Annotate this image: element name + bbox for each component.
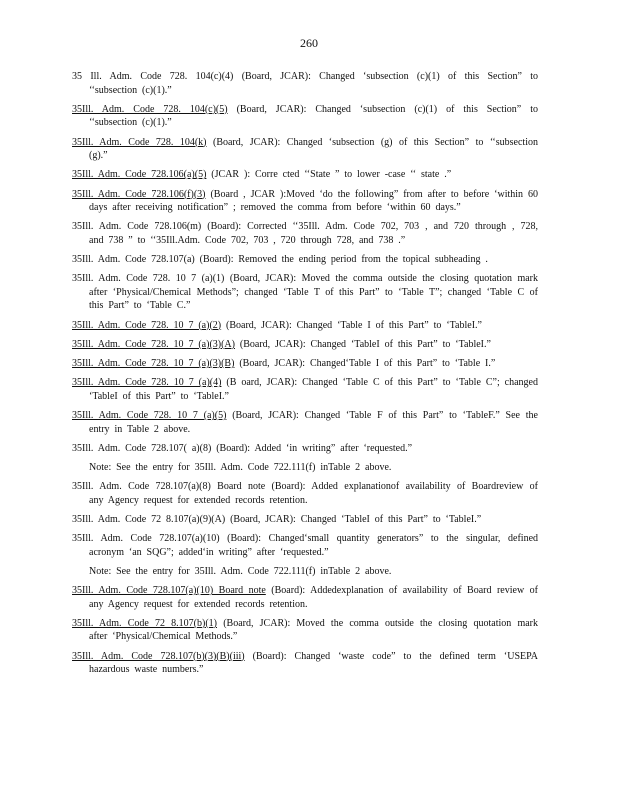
change-description: (Board, JCAR): Changed ‘Table I of this Part” to ‘TableI.”	[221, 319, 482, 331]
amendment-entry	[72, 103, 538, 130]
amendment-entry	[72, 650, 538, 677]
code-citation: 35Ill. Adm. Code 728.106(a)(5)	[72, 169, 207, 181]
amendment-entry	[72, 480, 538, 507]
change-description: (Board, JCAR): Changed ‘TableI of this Part” to ‘TableI.”	[234, 338, 491, 350]
amendment-entry	[72, 357, 538, 371]
code-citation: 35Ill. Adm. Code 728. 10 7 (a)(4)	[72, 377, 222, 389]
amendment-entry	[72, 70, 538, 97]
code-citation: 35Ill. Adm. Code 728. 10 7 (a)(5)	[72, 410, 227, 421]
code-citation: 35Ill. Adm. Code 72 8.107(a)(9)(A)	[72, 513, 226, 525]
code-citation: 35Ill. Adm. Code 728.107( a)(8)	[72, 442, 212, 454]
change-description: (Board): Changed ‘waste code” to the defined term ‘USEPA hazardous waste numbers.”	[89, 650, 538, 676]
amendment-entry	[72, 513, 538, 527]
amendment-entry	[72, 409, 538, 436]
amendment-entry	[72, 376, 538, 403]
code-citation: 35Ill. Adm. Code 728.107(a)(10)	[72, 533, 220, 545]
change-description: (B oard, JCAR): Changed ‘Table C of this Part” to ‘Table C”; changed ‘TableI of this Part” to ‘TableI.”	[89, 377, 538, 402]
code-citation: 35Ill. Adm. Code 728. 10 7 (a)(3)(A)	[72, 338, 235, 350]
amendment-entry	[72, 188, 538, 215]
code-citation: 35Ill. Adm. Code 728.106(m)	[72, 221, 202, 233]
code-citation: 35Ill. Adm. Code 728.107(a)(8)	[72, 481, 211, 493]
change-description: (Board): Corrected ‘‘35Ill. Adm. Code 702, 703 , and 720 through , 728, and 738 ” to ‘‘35Ill.Adm. Code 702, 703 , 720 through 728, and 738 .”	[89, 221, 538, 246]
code-citation: 35Ill. Adm. Code 728. 10 7 (a)(2)	[72, 319, 222, 331]
change-description: (Board, JCAR): Changed ‘TableI of this Part” to ‘TableI.”	[225, 513, 482, 525]
change-description: (Board): Addedexplanation of availability of Board review of any Agency request for extended records retention.	[89, 585, 538, 610]
note-line: Note: See the entry for 35Ill. Adm. Code 722.111(f) inTable 2 above.	[89, 461, 392, 473]
code-citation: 35Ill. Adm. Code 728. 10 7 (a)(1)	[72, 273, 225, 285]
amendment-entry	[72, 272, 538, 313]
amendment-entry	[72, 617, 538, 644]
code-citation: 35Ill. Adm. Code 72 8.107(b)(1)	[72, 617, 218, 629]
change-description: (Board, JCAR): Changed ‘Table F of this Part” to ‘TableF.” See the entry in Table 2 above.	[89, 410, 538, 435]
code-citation: 35Ill. Adm. Code 728.107(a)(10) Board note	[72, 585, 266, 597]
code-citation: 35 Ill. Adm. Code 728. 104(c)(4)	[72, 71, 234, 82]
amendment-entry	[72, 136, 538, 163]
change-description: (Board): Added ‘in writing” after ‘requested.”	[211, 442, 413, 454]
change-description: (Board, JCAR): Moved the comma outside the closing quotation mark after ‘Physical/Chemical Methods”; changed ‘Table T of this Part” to ‘Table T”; changed ‘Table C of this Part” to ‘Table C.”	[89, 273, 538, 312]
amendment-entry	[72, 338, 538, 352]
change-description: (Board): Removed the ending period from the topical subheading .	[194, 254, 488, 266]
change-description: (Board, JCAR): Changed‘Table I of this Part” to ‘Table I.”	[234, 358, 496, 370]
change-description: (Board): Changed‘small quantity generators” to the singular, defined acronym ‘an SQG”; added‘in writing” after ‘requested.”	[89, 533, 539, 558]
amendment-entry	[72, 584, 538, 611]
amendment-list	[72, 70, 538, 682]
change-description: Board note (Board): Added explanationof availability of Boardreview of any Agency request for extended records retention.	[89, 481, 538, 506]
amendment-entry	[72, 220, 538, 247]
amendment-entry	[72, 319, 538, 333]
code-citation: 35Ill. Adm. Code 728. 104(k)	[72, 136, 207, 148]
note-line: Note: See the entry for 35Ill. Adm. Code 722.111(f) inTable 2 above.	[89, 565, 392, 577]
change-description: (Board, JCAR): Changed ‘subsection (c)(1) of this Section” to ‘‘subsection (c)(1).”	[89, 103, 538, 129]
code-citation: 35Ill. Adm. Code 728.107(a)	[72, 254, 195, 266]
change-description: (JCAR ): Corre cted ‘‘State ” to lower -case ‘‘ state .”	[206, 169, 452, 181]
code-citation: 35Ill. Adm. Code 728.106(f)(3)	[72, 188, 206, 200]
code-citation: 35Ill. Adm. Code 728. 104(c)(5)	[72, 103, 228, 115]
code-citation: 35Ill. Adm. Code 728. 10 7 (a)(3)(B)	[72, 358, 235, 370]
amendment-entry	[72, 168, 538, 182]
page-number: 260	[300, 36, 318, 50]
code-citation: 35Ill. Adm. Code 728.107(b)(3)(B)(iii)	[72, 650, 245, 662]
amendment-entry	[72, 532, 538, 559]
change-description: (Board, JCAR): Changed ‘subsection (g) of this Section” to ‘‘subsection (g).”	[89, 136, 538, 162]
amendment-entry	[72, 442, 538, 456]
amendment-entry	[72, 253, 538, 267]
change-description: (Board, JCAR): Moved the comma outside the closing quotation mark after ‘Physical/Chemical Methods.”	[89, 617, 538, 643]
change-description: (Board , JCAR ):Moved ‘do the following” from after to before ‘within 60 days after receiving notification” ; removed the comma from before ‘within 60 days.”	[89, 188, 538, 214]
change-description: (Board, JCAR): Changed ‘subsection (c)(1) of this Section” to ‘‘subsection (c)(1).”	[89, 71, 538, 96]
